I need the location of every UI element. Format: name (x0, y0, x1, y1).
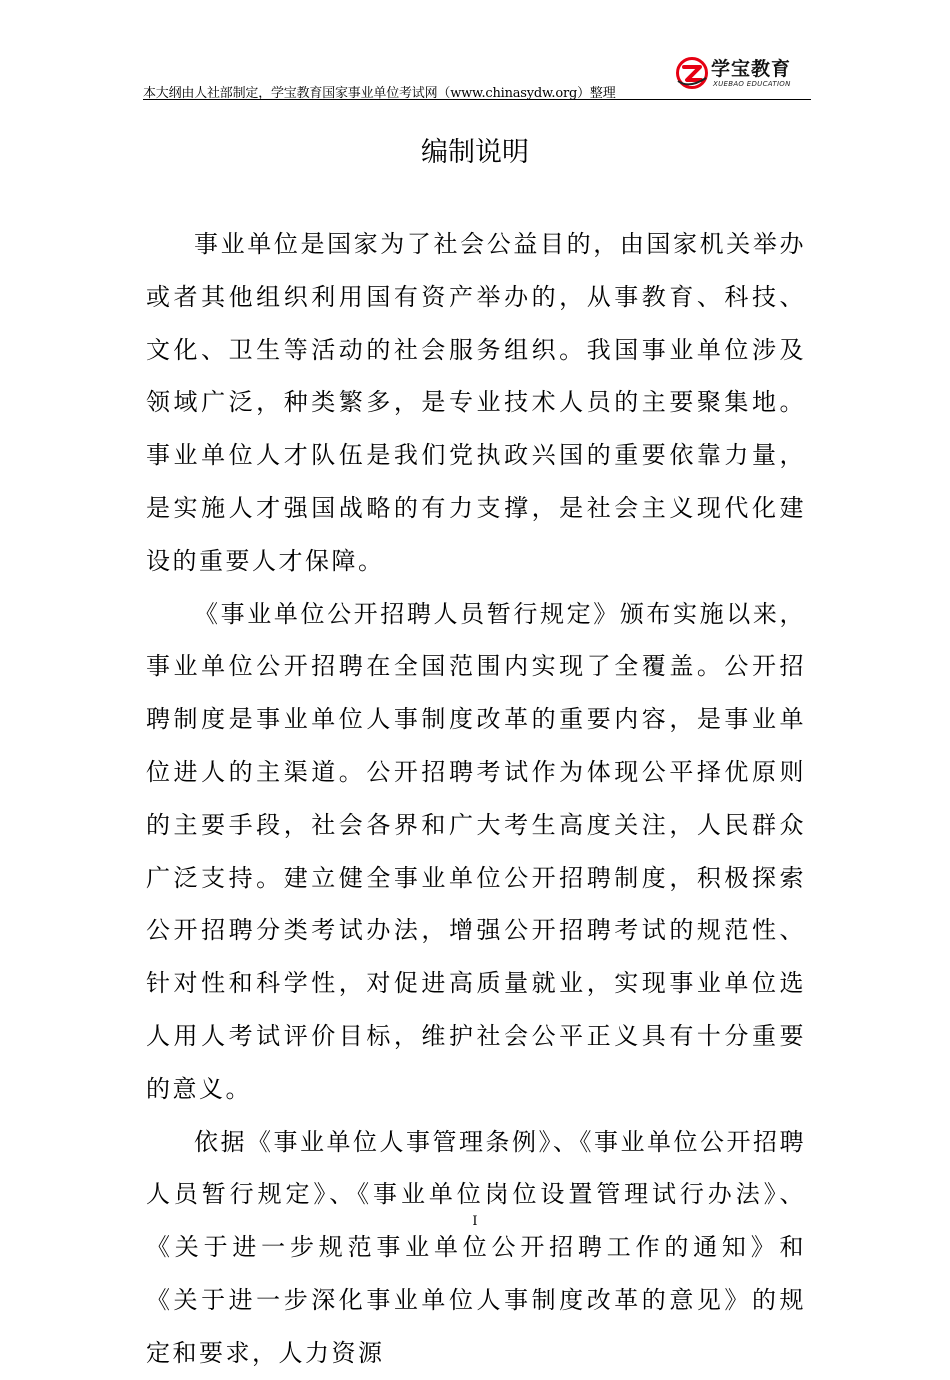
header-text: 本大纲由人社部制定，学宝教育国家事业单位考试网（www.chinasydw.org）整理 (143, 86, 616, 101)
page-title: 编制说明 (421, 137, 529, 168)
header-divider (143, 99, 811, 100)
xuebao-z-logo-icon (675, 56, 709, 90)
logo-chinese-text: 学宝教育 (711, 58, 792, 80)
document-body (146, 218, 806, 1380)
paragraph-2: 《事业单位公开招聘人员暂行规定》颁布实施以来，事业单位公开招聘在全国范围内实现了全覆盖。公开招聘制度是事业单位人事制度改革的重要内容，是事业单位进人的主渠道。公开招聘考试作为体现公平择优原则的主要手段，社会各界和广大考生高度关注，人民群众广泛支持。建立健全事业单位公开招聘制度，积极探索公开招聘分类考试办法，增强公开招聘考试的规范性、针对性和科学性，对促进高质量就业，实现事业单位选人用人考试评价目标，维护社会公平正义具有十分重要的意义。 (146, 599, 806, 1103)
paragraph-3: 依据《事业单位人事管理条例》、《事业单位公开招聘人员暂行规定》、《事业单位岗位设置管理试行办法》、《关于进一步规范事业单位公开招聘工作的通知》和《关于进一步深化事业单位人事制度改革的意见》的规定和要求，人力资源 (146, 1127, 806, 1367)
paragraph-1: 事业单位是国家为了社会公益目的，由国家机关举办或者其他组织利用国有资产举办的，从事教育、科技、文化、卫生等活动的社会服务组织。我国事业单位涉及领域广泛，种类繁多，是专业技术人员的主要聚集地。事业单位人才队伍是我们党执政兴国的重要依靠力量，是实施人才强国战略的有力支撑，是社会主义现代化建设的重要人才保障。 (146, 230, 806, 575)
logo-english-text: XUEBAO EDUCATION (713, 80, 791, 88)
page-header (143, 52, 811, 100)
page-number: I (472, 1214, 478, 1229)
xuebao-logo (675, 52, 801, 96)
